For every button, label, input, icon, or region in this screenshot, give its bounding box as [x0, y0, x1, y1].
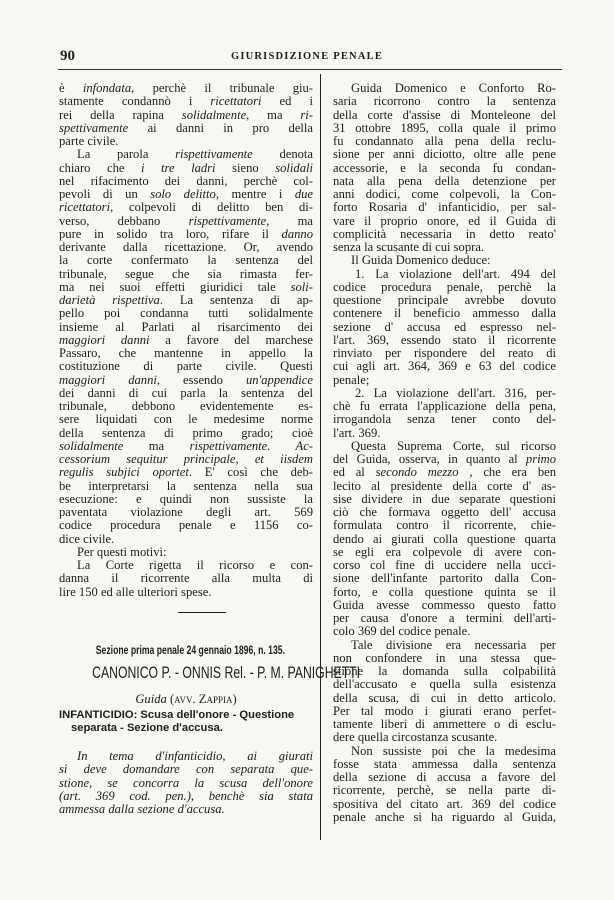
text-run: . E' così che deb-	[188, 465, 313, 480]
text-run: forto Rosaria d' infanticidio, per sal-	[333, 200, 556, 215]
paragraph	[333, 745, 556, 825]
text-run: chiaro che	[59, 160, 141, 175]
text-line	[59, 334, 313, 347]
text-run: la corte confermato la sentenza del	[59, 253, 313, 268]
text-run: Il Guida Domenico deduce:	[351, 253, 491, 268]
paragraph	[59, 82, 313, 148]
text-run: codice procedura penale, perchè la	[333, 279, 556, 294]
text-line	[333, 798, 556, 811]
text-line	[59, 162, 313, 175]
text-line	[333, 109, 556, 122]
paragraph	[59, 148, 313, 546]
case-section-date	[59, 643, 313, 657]
text-line	[333, 612, 556, 625]
text-run: lire 150 ed alle ulteriori spese.	[59, 584, 212, 599]
text-run: tamente liberi di ammettere o di esclu-	[333, 717, 556, 731]
italic-run: solo delitto	[150, 187, 216, 201]
text-line	[333, 758, 556, 771]
text-run: denota	[252, 147, 314, 162]
text-run: dell'accusato e quella sulla esistenza	[333, 677, 556, 692]
text-run: fosse stata ammessa dalla sentenza	[333, 756, 556, 771]
text-run: , perchè il tribunale giu-	[131, 81, 313, 95]
text-run: Non sussiste poi che la medesima	[351, 743, 556, 758]
text-run: spositiva del citato art. 369 del codice	[333, 796, 556, 811]
text-line	[59, 546, 313, 559]
text-line	[333, 480, 556, 493]
text-line	[333, 745, 556, 758]
headnote-line: stione, se concorra la scusa dell'onore	[59, 775, 313, 790]
text-run: lecito al presidente della corte d' as-	[333, 478, 556, 493]
text-run: anni dodici, come colpevoli, la Con-	[333, 187, 556, 201]
text-line	[333, 162, 556, 175]
text-run: Per tal modo i giurati erano perfet-	[333, 703, 556, 718]
text-line	[333, 241, 556, 254]
italic-run: regulis subjici oportet	[59, 465, 189, 480]
text-line	[333, 453, 556, 466]
text-run: codice procedura penale e 1156 co-	[59, 518, 313, 533]
text-line	[59, 294, 313, 307]
text-run: sione dell'infante partorito dalla Con-	[333, 571, 556, 586]
text-run: per causa d'onore a termini dell'arti-	[333, 611, 556, 625]
text-line	[59, 440, 313, 453]
text-line	[59, 268, 313, 281]
text-run: insieme al Parlati al risarcimento dei	[59, 319, 313, 334]
text-line	[333, 678, 556, 691]
text-run: pello poi condanna tutti solidalmente	[59, 306, 313, 321]
text-run: stione la domanda sulla colpabilità	[333, 664, 556, 678]
text-run: della sezione di accusa a favore del	[333, 770, 556, 784]
text-line	[59, 360, 313, 373]
text-line	[333, 533, 556, 546]
italic-run: primo	[525, 452, 556, 466]
text-run: Guida Domenico e Conforto Ro-	[351, 81, 556, 95]
text-line	[59, 307, 313, 320]
text-line	[333, 466, 556, 479]
italic-run: i tre ladri	[141, 160, 216, 175]
text-line	[59, 374, 313, 387]
italic-run: rispettivamente	[188, 213, 267, 228]
text-line	[59, 122, 313, 135]
text-line	[333, 692, 556, 705]
text-line	[333, 652, 556, 665]
text-line	[333, 347, 556, 360]
text-run: sezione d' accusa ed espresso nel-	[333, 319, 556, 334]
italic-run: spettivamente	[59, 120, 129, 135]
right-column	[333, 82, 556, 824]
text-line	[333, 387, 556, 400]
counsel-name: (avv. Zappia)	[169, 692, 237, 706]
appellant-name: Guida	[135, 692, 167, 706]
page-number: 90	[60, 48, 75, 64]
headnote-line: ammessa dalla sezione d'accusa.	[59, 802, 225, 816]
text-run: Questa Suprema Corte, sul ricorso	[351, 438, 556, 453]
text-line	[59, 175, 313, 188]
text-line	[333, 413, 556, 426]
italic-run: solidali	[275, 160, 313, 175]
text-run: della sentenza di primo grado; cioè	[59, 425, 313, 440]
italic-run: infondata	[82, 81, 132, 95]
text-run: della scusa, di cui in detto articolo.	[333, 690, 556, 705]
text-run: , essendo	[156, 372, 246, 387]
text-line	[333, 148, 556, 161]
headnote-line: In tema d'infanticidio, ai giurati	[77, 749, 313, 763]
text-run: parte civile.	[59, 134, 119, 148]
text-line	[59, 201, 313, 214]
case-parties	[40, 663, 361, 683]
text-line	[333, 572, 556, 585]
text-line	[59, 135, 313, 148]
text-run: colo 369 del codice penale.	[333, 624, 471, 639]
text-run: dere quella circostanza scusante.	[333, 730, 498, 745]
text-line	[333, 639, 556, 652]
text-line	[59, 466, 313, 479]
text-run: cui agli art. 364, 369 e 63 del codice	[333, 359, 556, 374]
text-line	[333, 95, 556, 108]
italic-run: soli-	[290, 279, 313, 294]
text-run: nel rifacimento dei danni, perchè col-	[59, 173, 313, 188]
text-run: forto, e colla questione quinta se il	[333, 584, 556, 599]
text-line	[59, 188, 313, 201]
italic-run: ricettatori	[59, 200, 111, 215]
text-line	[59, 347, 313, 360]
text-line	[333, 400, 556, 413]
italic-run: cessorium sequitur principale, et iisdem	[59, 452, 313, 466]
text-run: l'art. 369.	[333, 425, 381, 440]
case-subject	[59, 709, 313, 735]
paragraph	[59, 559, 313, 599]
text-run: rinviato per rispondere del reato di	[333, 346, 556, 360]
subject-line: INFANTICIDIO: Scusa dell'onore - Questione	[59, 709, 295, 721]
text-run: dei danni di cui parla la sentenza del	[59, 385, 313, 400]
parties-text: CANONICO P. - ONNIS Rel. - P. M. PANIGHETTI	[92, 663, 361, 682]
text-line	[333, 294, 556, 307]
text-run: La parola	[77, 147, 176, 162]
text-run: Per questi motivi:	[77, 544, 167, 559]
text-line	[333, 201, 556, 214]
text-line	[59, 95, 313, 108]
italic-run: rispettivamente	[175, 147, 253, 162]
text-line	[333, 506, 556, 519]
text-run: dendo ai giurati colla questione quarta	[333, 531, 556, 546]
text-line	[333, 82, 556, 95]
text-line	[333, 268, 556, 281]
text-line	[59, 82, 313, 95]
text-run: penale;	[333, 372, 370, 387]
italic-run: secondo mezzo	[375, 465, 459, 480]
text-run: , mentre i	[215, 187, 295, 201]
left-column	[59, 82, 313, 599]
text-run: a favore del marchese	[149, 332, 313, 347]
header-rule	[58, 69, 562, 70]
italic-run: un'appendice	[245, 372, 313, 387]
text-line	[333, 625, 556, 638]
text-line	[59, 519, 313, 532]
paragraph	[333, 268, 556, 387]
section-date-text: Sezione prima penale 24 gennaio 1896, n. 135.	[95, 643, 285, 657]
paragraph	[333, 639, 556, 745]
text-run: stamente condannò i	[59, 94, 211, 109]
case-headnote	[59, 750, 313, 816]
text-run: complicità necessaria in detto reato'	[333, 226, 556, 241]
text-line	[333, 122, 556, 135]
section-separator	[178, 612, 226, 613]
text-run: , che era ben	[458, 465, 556, 480]
text-line	[333, 559, 556, 572]
text-run: ricorrente, perchè, se nella parte di-	[333, 783, 556, 798]
text-line	[59, 228, 313, 241]
text-line	[59, 480, 313, 493]
text-line	[333, 493, 556, 506]
text-run: esecuzione: e quindi non sussiste la	[59, 491, 313, 506]
text-line	[333, 188, 556, 201]
text-run: saria ricorrono contro la sentenza	[333, 94, 556, 109]
text-run: della corte d'assise di Monteleone del	[333, 107, 556, 122]
text-run: sere liquidati con le medesime norme	[59, 412, 313, 427]
text-run: ed i	[261, 94, 313, 109]
paragraph	[333, 82, 556, 254]
text-run: formulata contro il ricorrente, chie-	[333, 518, 556, 533]
text-line	[333, 546, 556, 559]
text-line	[59, 453, 313, 466]
text-line	[333, 360, 556, 373]
paragraph	[333, 254, 556, 267]
text-line	[59, 533, 313, 546]
text-run: ai danni in pro della	[128, 120, 313, 135]
text-line	[333, 334, 556, 347]
column-divider	[320, 74, 321, 840]
text-line	[59, 506, 313, 519]
italic-run: solidalmente	[181, 107, 247, 122]
text-line	[59, 400, 313, 413]
text-run: ma	[123, 438, 190, 453]
text-run: ciò che formava oggetto dell' accusa	[333, 505, 556, 519]
text-line	[59, 109, 313, 122]
text-line	[333, 440, 556, 453]
text-line	[333, 731, 556, 744]
text-line	[59, 254, 313, 267]
text-run: 31 ottobre 1895, colla quale il primo	[333, 120, 556, 135]
text-line	[333, 784, 556, 797]
text-line	[333, 374, 556, 387]
text-line	[59, 321, 313, 334]
text-line	[59, 281, 313, 294]
text-line	[59, 413, 313, 426]
text-line	[333, 175, 556, 188]
text-run: nata alla pena della detenzione per	[333, 173, 556, 188]
text-run: be interpretarsi la sentenza nella sua	[59, 478, 313, 493]
text-run: del Guida, osserva, in quanto al	[333, 452, 526, 466]
text-line	[333, 228, 556, 241]
text-line	[59, 215, 313, 228]
text-run: contenere il beneficio ammesso dalla	[333, 306, 556, 321]
text-run: derivante dalla ricettazione. Or, avendo	[59, 240, 313, 254]
italic-run: solidalmente	[59, 438, 124, 453]
text-run: penale anche si ha riguardo al Guida,	[333, 809, 556, 824]
text-run: senza la scusante di cui sopra.	[333, 240, 485, 254]
text-run: ma nei suoi effetti giuridici tale	[59, 279, 291, 294]
text-line	[333, 281, 556, 294]
text-run: costituzione di parte civile. Questi	[59, 359, 313, 374]
paragraph	[333, 440, 556, 639]
text-run: sieno	[215, 160, 276, 175]
text-run: irrogandola senza tener conto del-	[333, 412, 556, 427]
text-run: fu condannato alla pena della reclu-	[333, 134, 556, 148]
text-run: Tale divisione era necessaria per	[351, 637, 556, 652]
text-run: corso col fine di uccidere nella ucci-	[333, 558, 556, 572]
text-run: questione principale avrebbe dovuto	[333, 293, 556, 307]
text-run: chè fu errata l'applicazione della pena,	[333, 399, 556, 413]
text-line	[333, 519, 556, 532]
text-line	[333, 135, 556, 148]
text-run: l'art. 369, essendo stato il ricorrente	[333, 332, 556, 347]
italic-run: darietà rispettiva	[59, 293, 160, 307]
italic-run: ricettatori	[210, 94, 262, 109]
text-run: , ma	[266, 213, 314, 228]
text-run: paventata violazione degli art. 569	[59, 505, 313, 519]
headnote-line: si deve domandare con separata que-	[59, 762, 313, 777]
text-line	[59, 586, 313, 599]
text-run: non confondere in una stessa que-	[333, 650, 556, 665]
text-run: vare il proprio onore, ed il Guida di	[333, 213, 556, 228]
italic-run: maggiori danni	[59, 332, 150, 347]
text-run: , ma	[246, 107, 301, 122]
text-run: danna il ricorrente alla multa di	[59, 571, 313, 586]
headnote-line: (art. 369 cod. pen.), benchè sia stata	[59, 788, 313, 803]
text-line	[333, 427, 556, 440]
italic-run: rispettivamente. Ac-	[189, 438, 314, 453]
text-line	[333, 718, 556, 731]
text-line	[59, 387, 313, 400]
text-line	[333, 307, 556, 320]
text-run: se egli era colpevole di avere con-	[333, 544, 556, 559]
text-line	[333, 586, 556, 599]
paragraph	[59, 546, 313, 559]
text-line	[59, 148, 313, 161]
text-line	[333, 771, 556, 784]
text-run: Passaro, che mantenne in appello la	[59, 346, 313, 360]
italic-run: due	[294, 187, 313, 201]
text-line	[333, 254, 556, 267]
paragraph	[333, 387, 556, 440]
text-run: 1. La violazione dell'art. 494 del	[355, 266, 556, 281]
text-line	[333, 811, 556, 824]
text-run: è	[59, 81, 83, 95]
text-line	[59, 427, 313, 440]
text-line	[59, 493, 313, 506]
text-run: . La sentenza di ap-	[159, 293, 313, 307]
text-line	[333, 215, 556, 228]
text-line	[59, 572, 313, 585]
subject-line: separata - Sezione d'accusa.	[71, 722, 223, 734]
text-run: , colpevoli di delitto ben di-	[110, 200, 313, 215]
text-run: pevoli di un	[59, 187, 151, 201]
text-line	[59, 559, 313, 572]
italic-run: danno	[281, 226, 313, 241]
text-line	[59, 241, 313, 254]
text-run: dice civile.	[59, 531, 115, 546]
text-run: ed al	[333, 465, 376, 480]
text-run: La Corte rigetta il ricorso e con-	[77, 558, 313, 572]
text-line	[333, 705, 556, 718]
text-run: tribunale, debbono evidentemente es-	[59, 399, 313, 413]
text-run: tribunale, segue che sia rimasta fer-	[59, 266, 313, 281]
text-run: Guida avesse commesso questo fatto	[333, 597, 556, 612]
text-run: rei della rapina	[59, 107, 182, 122]
text-run: sione per anni diciotto, oltre alle pene	[333, 147, 556, 162]
case-counsel	[59, 692, 313, 707]
running-title: GIURISDIZIONE PENALE	[230, 51, 384, 62]
italic-run: ri-	[300, 107, 313, 122]
text-run: 2. La violazione dell'art. 316, per-	[355, 385, 556, 400]
text-run: sise dividere in due separate questioni	[333, 491, 556, 506]
text-run: verso, debbano	[59, 213, 189, 228]
text-line	[333, 665, 556, 678]
text-run: pure in solido tra loro, rifare il	[59, 226, 282, 241]
text-line	[333, 321, 556, 334]
text-run: accessorie, e la seconda fu condan-	[333, 160, 556, 175]
text-line	[333, 599, 556, 612]
italic-run: maggiori danni	[59, 372, 157, 387]
